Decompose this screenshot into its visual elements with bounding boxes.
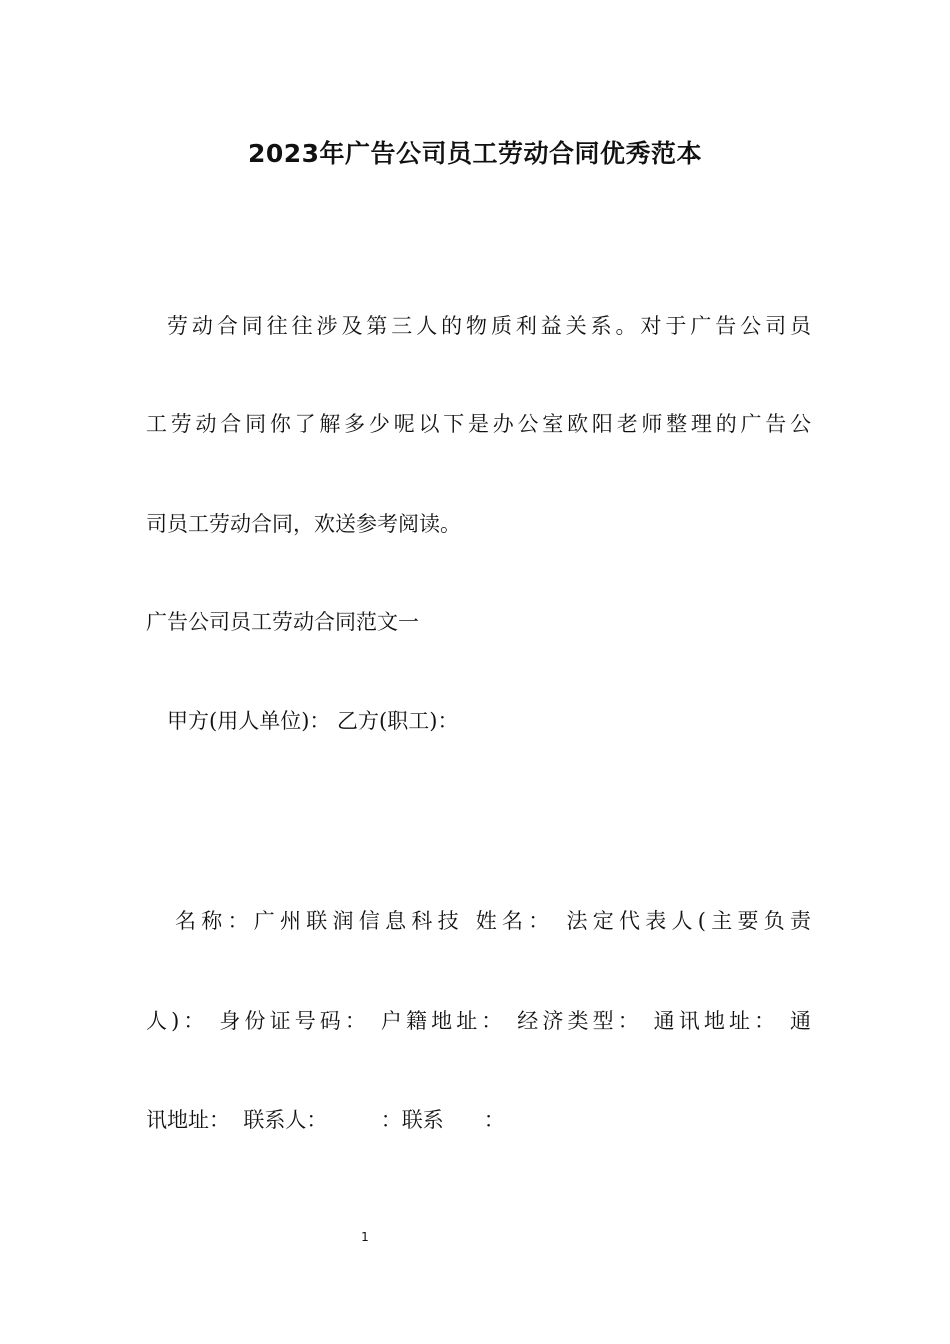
details-line-2: 人)： 身份证号码： 户籍地址： 经济类型： 通讯地址： 通 bbox=[146, 1009, 811, 1033]
details-line-3: 讯地址： 联系人： ：联系 ： bbox=[146, 1108, 505, 1132]
details-line-1: 名称：广州联润信息科技 姓名： 法定代表人(主要负责 bbox=[175, 909, 811, 933]
section-heading: 广告公司员工劳动合同范文一 bbox=[146, 610, 419, 634]
document-title: 2023年广告公司员工劳动合同优秀范本 bbox=[247, 139, 703, 168]
intro-line-1: 劳动合同往往涉及第三人的物质利益关系。对于广告公司员 bbox=[167, 314, 811, 338]
intro-line-2: 工劳动合同你了解多少呢以下是办公室欧阳老师整理的广告公 bbox=[146, 412, 811, 436]
page-number: 1 bbox=[361, 1230, 369, 1244]
parties-line: 甲方(用人单位)： 乙方(职工)： bbox=[167, 709, 459, 733]
intro-line-3: 司员工劳动合同，欢送参考阅读。 bbox=[146, 512, 461, 536]
